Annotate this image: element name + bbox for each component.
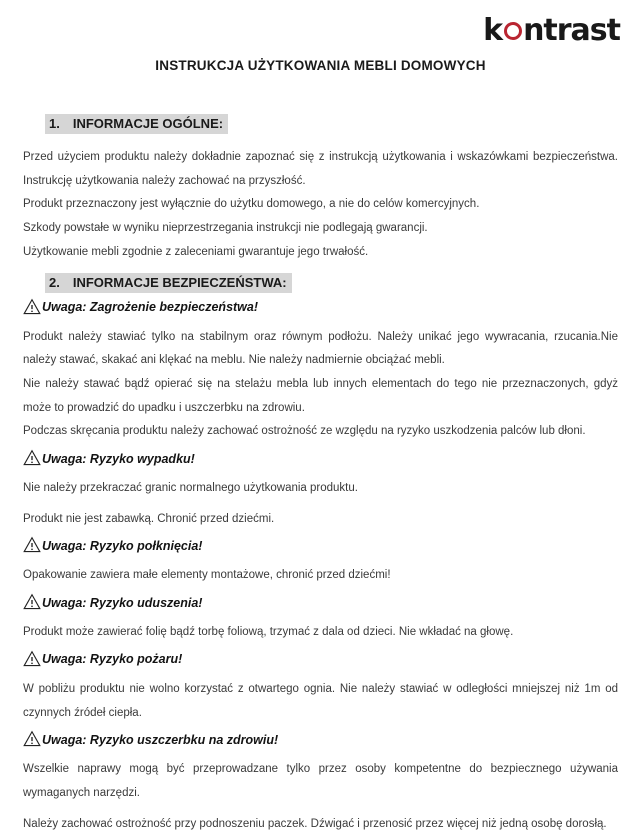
brand-logo bbox=[483, 13, 620, 49]
paragraph: Wszelkie naprawy mogą być przeprowadzane tylko przez osoby kompetentne do bezpiecznego używania wymaganych narzędzi. bbox=[23, 763, 618, 799]
paragraph: W pobliżu produktu nie wolno korzystać z otwartego ognia. Nie należy stawiać w odległości mniejszej niż 1m od czynnych źródeł ciepła. bbox=[23, 682, 618, 719]
paragraph: Produkt nie jest zabawką. Chronić przed dziećmi. bbox=[23, 512, 275, 525]
warning-block bbox=[23, 537, 618, 554]
section-1-body bbox=[23, 146, 618, 265]
warning-body bbox=[23, 326, 618, 445]
paragraph: Użytkowanie mebli zgodnie z zaleceniami gwarantuje jego trwałość. bbox=[23, 245, 369, 258]
section-2-label: INFORMACJE BEZPIECZEŃSTWA: bbox=[72, 274, 287, 290]
paragraph: Opakowanie zawiera małe elementy montażowe, chronić przed dziećmi! bbox=[23, 569, 391, 582]
paragraph: Nie należy przekraczać granic normalnego użytkowania produktu. bbox=[23, 482, 358, 495]
logo-text-part1: k bbox=[483, 13, 503, 48]
warning-label: Uwaga: Ryzyko uduszenia! bbox=[42, 595, 203, 610]
section-1-number: 1. bbox=[49, 116, 60, 131]
warning-label: Uwaga: Zagrożenie bezpieczeństwa! bbox=[42, 300, 259, 315]
warning-triangle-icon bbox=[23, 730, 41, 747]
warning-triangle-icon bbox=[23, 449, 41, 466]
warning-body bbox=[23, 564, 618, 588]
paragraph: Produkt może zawierać folię bądź torbę foliową, trzymać z dala od dzieci. Nie wkładać na głowę. bbox=[23, 626, 514, 639]
logo-text-part2: ntrast bbox=[523, 13, 620, 48]
warning-block bbox=[23, 651, 618, 668]
section-1-heading-highlight bbox=[45, 114, 228, 134]
paragraph: Produkt przeznaczony jest wyłącznie do użytku domowego, a nie do celów komercyjnych. bbox=[23, 198, 480, 211]
warning-block bbox=[23, 594, 618, 611]
page-title: INSTRUKCJA UŻYTKOWANIA MEBLI DOMOWYCH bbox=[155, 58, 486, 73]
warning-triangle-icon bbox=[23, 536, 41, 553]
paragraph: Produkt należy stawiać tylko na stabilnym oraz równym podłożu. Należy unikać jego wywracania, rzucania.Nie należy stawać, skakać ani klękać na meblu. Nie należy nadmiernie obciążać mebli. bbox=[23, 330, 618, 367]
warning-body bbox=[23, 621, 618, 645]
section-1-heading bbox=[45, 114, 618, 134]
section-2-number: 2. bbox=[49, 274, 60, 290]
paragraph: Szkody powstałe w wyniku nieprzestrzegania instrukcji nie podlegają gwarancji. bbox=[23, 222, 428, 235]
warning-triangle-icon bbox=[23, 298, 41, 315]
paragraph: Nie należy stawać bądź opierać się na stelażu mebla lub innych elementach do tego nie przeznaczonych, gdyż może to prowadzić do upadku i uszczerbku na zdrowiu. bbox=[23, 377, 618, 414]
paragraph: Podczas skręcania produktu należy zachować ostrożność ze względu na ryzyko uszkodzenia palców lub dłoni. bbox=[23, 425, 586, 438]
warning-block bbox=[23, 299, 618, 316]
warning-label: Uwaga: Ryzyko wypadku! bbox=[42, 451, 195, 466]
warning-body bbox=[23, 758, 618, 836]
warning-block bbox=[23, 731, 618, 748]
warning-body bbox=[23, 678, 618, 725]
paragraph: Należy zachować ostrożność przy podnoszeniu paczek. Dźwigać i przenosić przez więcej niż jedną osobę dorosłą. bbox=[23, 817, 607, 830]
paragraph: Przed użyciem produktu należy dokładnie zapoznać się z instrukcją użytkowania i wskazówkami bezpieczeństwa. Instrukcję użytkowania należy zachować na przyszłość. bbox=[23, 151, 618, 187]
warning-block bbox=[23, 450, 618, 467]
section-2-heading bbox=[45, 273, 618, 293]
warning-triangle-icon bbox=[23, 593, 41, 610]
warning-label: Uwaga: Ryzyko pożaru! bbox=[42, 652, 183, 667]
section-2-heading-highlight bbox=[45, 273, 292, 293]
logo-o-ring-icon bbox=[504, 22, 522, 40]
warning-label: Uwaga: Ryzyko połknięcia! bbox=[42, 538, 203, 553]
warning-label: Uwaga: Ryzyko uszczerbku na zdrowiu! bbox=[42, 732, 279, 747]
warning-body bbox=[23, 477, 618, 531]
section-1-label: INFORMACJE OGÓLNE: bbox=[72, 116, 224, 131]
warning-triangle-icon bbox=[23, 650, 41, 667]
